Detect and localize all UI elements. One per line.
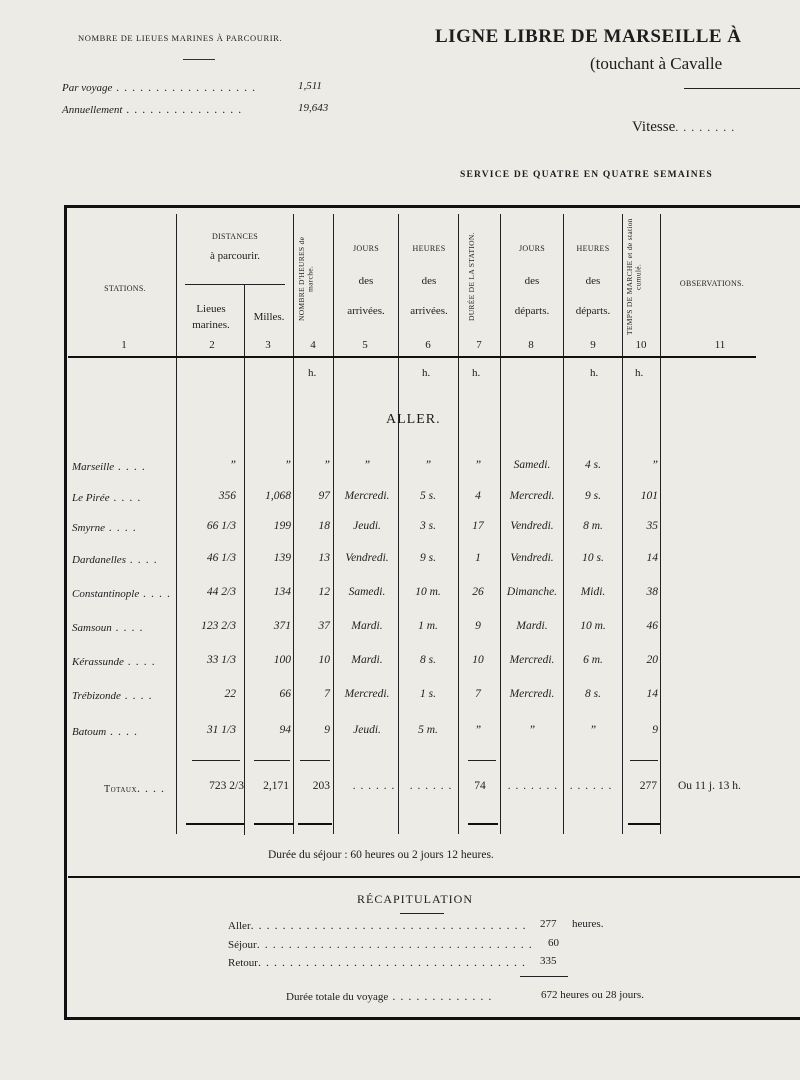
recap-sejour-value: 60: [548, 937, 559, 949]
cell-jour-dep: Mercredi.: [509, 688, 555, 700]
col-number: 10: [635, 339, 647, 351]
cell-duree: 1: [475, 552, 481, 564]
header-milles: Milles.: [253, 311, 285, 323]
par-voyage-label: Par voyage . . . . . . . . . . . . . . . . . .: [62, 80, 257, 94]
cell-heure-dep: 8 s.: [585, 688, 601, 700]
col-number: 8: [528, 339, 534, 351]
cell-heures: 7: [324, 688, 330, 700]
cell-jour-dep: Samedi.: [513, 459, 551, 471]
service-label: SERVICE DE QUATRE EN QUATRE SEMAINES: [460, 170, 713, 180]
station-name: Samsoun . . . .: [72, 620, 144, 634]
header-departs: départs.: [514, 305, 550, 317]
cell-cumul: 101: [640, 490, 658, 502]
cell-heures: 12: [318, 586, 330, 598]
cell-milles: ”: [284, 459, 291, 471]
sum-rule: [300, 760, 330, 761]
cell-milles: 199: [273, 520, 291, 532]
cell-heures: 9: [324, 724, 330, 736]
header-jours-arrivees: JOURS: [353, 244, 379, 253]
col-number: 6: [425, 339, 431, 351]
col-divider: [398, 214, 399, 834]
cell-lieues: 123 2/3: [201, 620, 236, 632]
header-des: des: [358, 275, 374, 287]
cell-duree: 7: [475, 688, 481, 700]
duree-sejour: Durée du séjour : 60 heures ou 2 jours 12 heures.: [268, 849, 494, 861]
header-departs: départs.: [575, 305, 611, 317]
header-des: des: [421, 275, 437, 287]
totaux-label: Totaux. . . .: [104, 781, 166, 795]
cell-milles: 371: [273, 620, 291, 632]
cell-lieues: 66 1/3: [206, 520, 236, 532]
cell-jour-arr: Jeudi.: [353, 724, 381, 736]
cell-cumul: 46: [646, 620, 658, 632]
cell-cumul: 14: [646, 552, 658, 564]
annuellement-value: 19,643: [298, 102, 329, 114]
cell-milles: 1,068: [265, 490, 291, 502]
cell-heure-dep: 4 s.: [585, 459, 601, 471]
unit-h: h.: [590, 367, 599, 379]
totals-double-rule: [298, 823, 332, 825]
col-number: 4: [310, 339, 316, 351]
totaux-dots: . . . . . .: [570, 780, 613, 792]
cell-heure-dep: 9 s.: [585, 490, 601, 502]
col-number: 3: [265, 339, 271, 351]
subtitle-rule: [684, 88, 800, 89]
cell-duree: ”: [474, 724, 482, 736]
station-name: Trébizonde . . . .: [72, 688, 153, 702]
sum-rule: [192, 760, 240, 761]
cell-lieues: 22: [224, 688, 236, 700]
totals-double-rule: [468, 823, 498, 825]
distances-rule: [185, 284, 285, 285]
cell-heures: 37: [318, 620, 330, 632]
station-name: Constantinople . . . .: [72, 586, 172, 600]
header-des: des: [524, 275, 540, 287]
cell-jour-dep: Mercredi.: [509, 490, 555, 502]
par-voyage-row: [62, 80, 362, 96]
cell-jour-arr: Mardi.: [351, 654, 383, 666]
header-heures-departs: HEURES: [576, 244, 610, 253]
col-number: 7: [476, 339, 482, 351]
cell-jour-arr: Samedi.: [348, 586, 386, 598]
totaux-observation: Ou 11 j. 13 h.: [678, 780, 741, 792]
cell-cumul: 35: [646, 520, 658, 532]
recap-sum-rule: [520, 976, 568, 977]
recap-title-rule: [400, 913, 444, 914]
cell-heure-arr: 1 s.: [420, 688, 436, 700]
recap-separator: [68, 876, 800, 878]
cell-heures: ”: [323, 459, 330, 471]
col-number: 5: [362, 339, 368, 351]
cell-heure-arr: 5 m.: [418, 724, 438, 736]
cell-lieues: ”: [229, 459, 236, 471]
recap-retour-value: 335: [540, 955, 557, 967]
totaux-cumul: 277: [639, 780, 657, 792]
cell-cumul: 14: [646, 688, 658, 700]
title-rule: [183, 59, 215, 60]
col-number: 9: [590, 339, 596, 351]
par-voyage-value: 1,511: [298, 80, 322, 92]
cell-lieues: 33 1/3: [206, 654, 236, 666]
recap-aller-value: 277: [540, 918, 557, 930]
header-bottom-rule: [68, 356, 756, 358]
cell-duree: 17: [472, 520, 484, 532]
recap-heures-word: heures.: [572, 918, 604, 930]
header-jours-departs: JOURS: [519, 244, 545, 253]
totals-double-rule: [186, 823, 244, 825]
totaux-lieues: 723 2/3: [209, 780, 244, 792]
cell-duree: 4: [475, 490, 481, 502]
totaux-duree: 74: [474, 780, 486, 792]
cell-jour-arr: Vendredi.: [345, 552, 389, 564]
col-number: 1: [121, 339, 127, 351]
line-subtitle: (touchant à Cavalle: [590, 54, 723, 73]
cell-heure-dep: 8 m.: [583, 520, 603, 532]
cell-milles: 139: [273, 552, 291, 564]
cell-cumul: ”: [651, 459, 658, 471]
header-marines: marines.: [192, 319, 230, 331]
recap-total-label: Durée totale du voyage . . . . . . . . . . . . .: [286, 989, 493, 1003]
totaux-dots: . . . . . . .: [508, 780, 559, 792]
cell-lieues: 44 2/3: [206, 586, 236, 598]
cell-cumul: 38: [646, 586, 658, 598]
recap-aller-label: Aller. . . . . . . . . . . . . . . . . . . . . . . . . . . . . . . . . . .: [228, 918, 527, 932]
header-a-parcourir: à parcourir.: [209, 250, 261, 262]
header-des: des: [585, 275, 601, 287]
unit-h: h.: [635, 367, 644, 379]
cell-jour-dep: Mercredi.: [509, 654, 555, 666]
cell-jour-dep: Vendredi.: [510, 520, 554, 532]
vitesse-label: Vitesse. . . . . . . .: [632, 119, 736, 135]
cell-lieues: 356: [218, 490, 236, 502]
nombre-lieues-title: NOMBRE DE LIEUES MARINES À PARCOURIR.: [78, 33, 283, 43]
cell-heures: 10: [318, 654, 330, 666]
cell-heure-arr: 1 m.: [418, 620, 438, 632]
cell-duree: 10: [472, 654, 484, 666]
recap-total-value: 672 heures ou 28 jours.: [541, 989, 644, 1001]
cell-duree: 26: [472, 586, 484, 598]
unit-h: h.: [422, 367, 431, 379]
cell-heure-dep: ”: [589, 724, 597, 736]
cell-jour-arr: Mardi.: [351, 620, 383, 632]
cell-heure-arr: ”: [424, 459, 432, 471]
header-nombre-heures: NOMBRE D'HEURES de marche.: [297, 236, 315, 321]
col-divider: [660, 214, 661, 834]
cell-heure-arr: 10 m.: [415, 586, 441, 598]
cell-milles: 66: [279, 688, 291, 700]
station-name: Smyrne . . . .: [72, 520, 137, 534]
cell-heures: 13: [318, 552, 330, 564]
line-title: LIGNE LIBRE DE MARSEILLE À: [435, 26, 742, 47]
cell-heure-dep: 10 m.: [580, 620, 606, 632]
totaux-milles: 2,171: [263, 780, 289, 792]
cell-jour-dep: Mardi.: [516, 620, 548, 632]
cell-heure-dep: 10 s.: [582, 552, 604, 564]
cell-heure-arr: 3 s.: [420, 520, 436, 532]
annuellement-label: Annuellement . . . . . . . . . . . . . . .: [62, 102, 243, 116]
totals-double-rule: [628, 823, 660, 825]
annuellement-row: [62, 102, 362, 118]
header-lieues: Lieues: [196, 303, 226, 315]
station-name: Le Pirée . . . .: [72, 490, 142, 504]
cell-heure-dep: 6 m.: [583, 654, 603, 666]
header-distances: DISTANCES: [211, 232, 259, 241]
station-name: Dardanelles . . . .: [72, 552, 158, 566]
cell-duree: ”: [474, 459, 482, 471]
header-arrivees: arrivées.: [410, 305, 448, 317]
cell-heure-arr: 9 s.: [420, 552, 436, 564]
cell-milles: 134: [273, 586, 291, 598]
col-number: 2: [209, 339, 215, 351]
recap-sejour-label: Séjour. . . . . . . . . . . . . . . . . . . . . . . . . . . . . . . . . . .: [228, 937, 533, 951]
cell-milles: 94: [279, 724, 291, 736]
totaux-heures: 203: [312, 780, 330, 792]
station-name: Kérassunde . . . .: [72, 654, 156, 668]
cell-heure-arr: 5 s.: [420, 490, 436, 502]
sum-rule: [254, 760, 290, 761]
recap-retour-label: Retour. . . . . . . . . . . . . . . . . . . . . . . . . . . . . . . . . .: [228, 955, 526, 969]
unit-h: h.: [472, 367, 481, 379]
cell-cumul: 9: [652, 724, 658, 736]
header-heures-arrivees: HEURES: [412, 244, 446, 253]
col-divider: [333, 214, 334, 834]
cell-lieues: 46 1/3: [206, 552, 236, 564]
cell-heure-dep: Midi.: [580, 586, 606, 598]
cell-milles: 100: [273, 654, 291, 666]
header-temps-marche: TEMPS DE MARCHE et de station cumulé.: [625, 218, 643, 335]
station-name: Marseille . . . .: [72, 459, 147, 473]
header-arrivees: arrivées.: [347, 305, 385, 317]
cell-jour-dep: Vendredi.: [510, 552, 554, 564]
cell-jour-dep: ”: [528, 724, 536, 736]
cell-lieues: 31 1/3: [206, 724, 236, 736]
section-aller: ALLER.: [386, 412, 441, 427]
station-name: Batoum . . . .: [72, 724, 139, 738]
totals-double-rule: [254, 823, 294, 825]
cell-duree: 9: [475, 620, 481, 632]
recap-title: RÉCAPITULATION: [357, 892, 473, 906]
unit-h: h.: [308, 367, 317, 379]
totaux-dots: . . . . . .: [353, 780, 396, 792]
header-duree-station: DURÉE DE LA STATION.: [467, 232, 476, 321]
cell-jour-arr: Jeudi.: [353, 520, 381, 532]
cell-cumul: 20: [646, 654, 658, 666]
cell-jour-arr: Mercredi.: [344, 688, 390, 700]
sum-rule: [630, 760, 658, 761]
header-stations: STATIONS.: [104, 284, 146, 293]
header-observations: OBSERVATIONS.: [679, 279, 745, 288]
totaux-dots: . . . . . .: [410, 780, 453, 792]
col-divider: [176, 214, 177, 834]
cell-jour-arr: Mercredi.: [344, 490, 390, 502]
cell-heures: 97: [318, 490, 330, 502]
cell-heures: 18: [318, 520, 330, 532]
cell-jour-arr: ”: [363, 459, 371, 471]
cell-heure-arr: 8 s.: [420, 654, 436, 666]
sum-rule: [468, 760, 496, 761]
col-number: 11: [714, 339, 726, 351]
cell-jour-dep: Dimanche.: [506, 586, 558, 598]
